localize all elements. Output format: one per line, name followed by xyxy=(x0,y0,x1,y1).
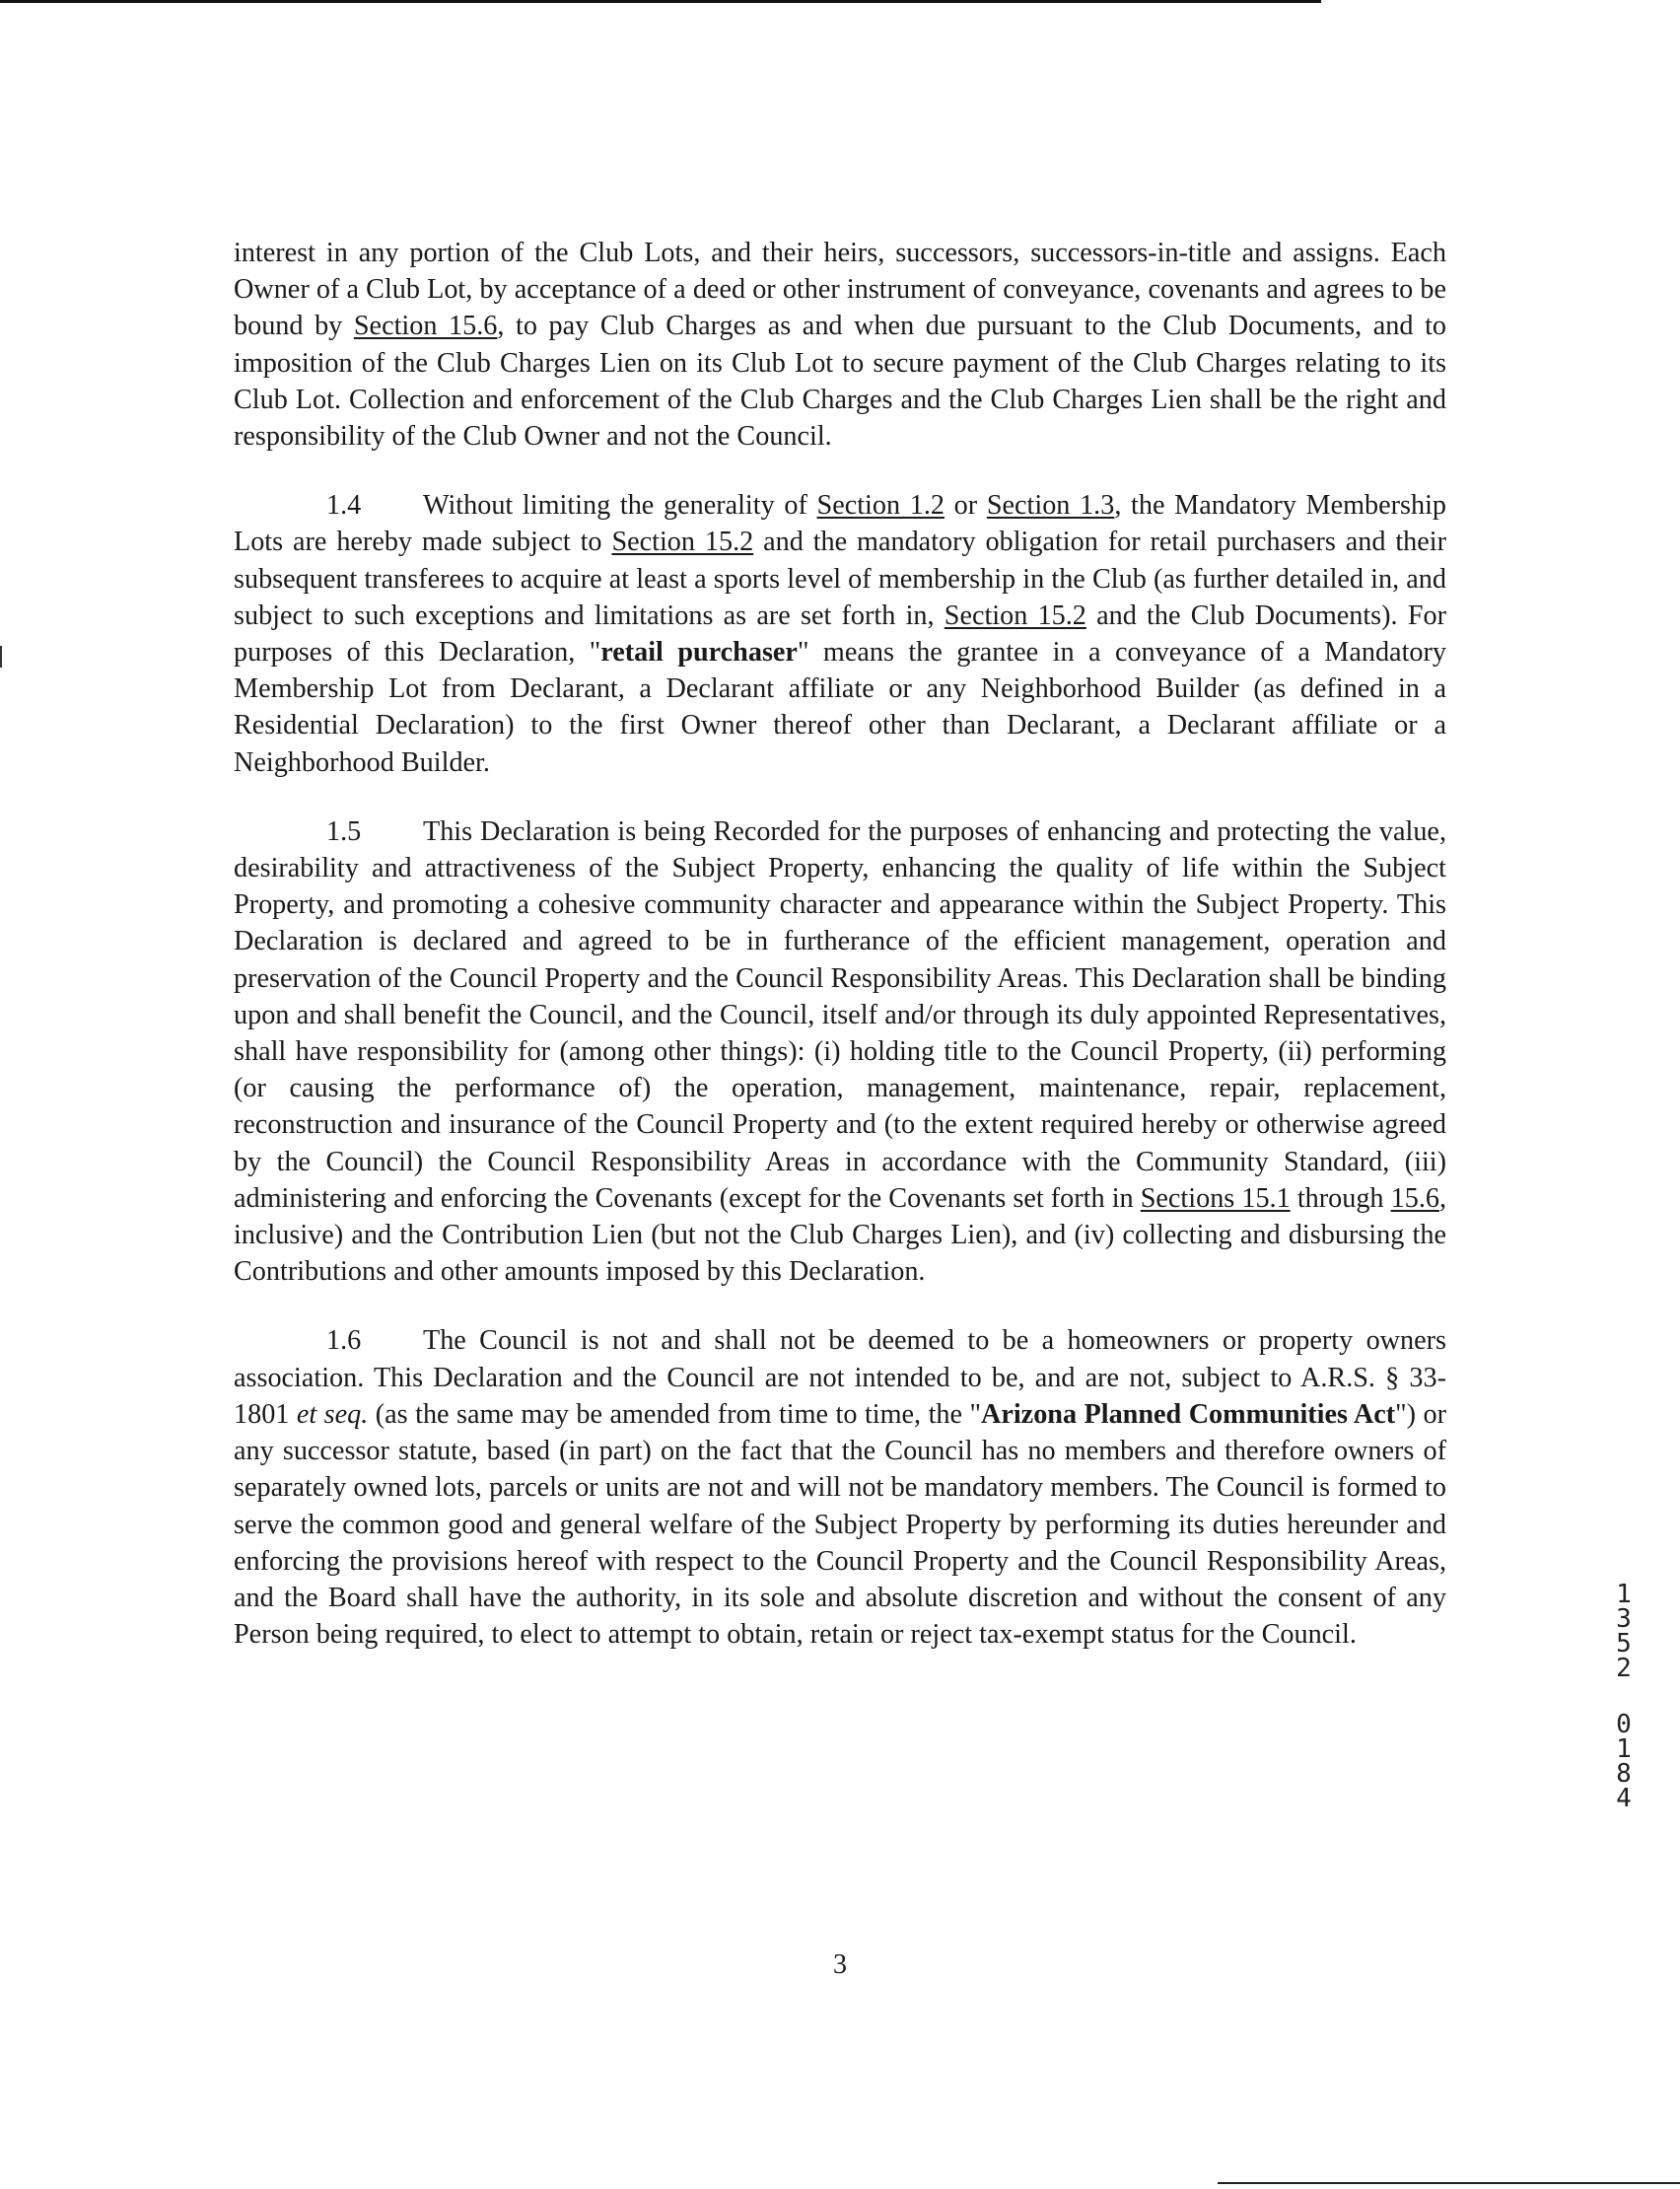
section-reference: Section 15.6 xyxy=(353,311,498,342)
text-run: and the mandatory obligation for retail purchasers and their subsequent transferees to acquire at least a sports level of membership in the Club (as further detailed in, and subject to such exceptions and limitations as are set forth in, xyxy=(234,527,1446,631)
text-run: through xyxy=(1290,1182,1391,1214)
section-reference: Section 15.2 xyxy=(611,527,754,558)
recording-number-part-1 xyxy=(1611,1580,1637,1683)
recording-number-gap xyxy=(1611,1681,1637,1713)
section-reference: 15.6 xyxy=(1390,1182,1439,1214)
recording-digit: 3 xyxy=(1616,1604,1632,1634)
recording-digit: 0 xyxy=(1616,1710,1632,1739)
latin-phrase: et seq. xyxy=(296,1398,369,1430)
defined-term: retail purchaser xyxy=(600,637,798,669)
text-run: Without limiting the generality of xyxy=(423,490,817,522)
page-number: 3 xyxy=(833,1949,847,1980)
text-run: , the Mandatory Membership Lots are hereby made subject to xyxy=(234,490,1446,558)
section-reference: Section 1.2 xyxy=(816,490,945,522)
text-run: " means the grantee in a conveyance of a Mandatory Membership Lot from Declarant, a Declarant affiliate or any Neighborhood Builder (as defined in a Residential Declaration) to the first Owner thereof other than Declarant, a Declarant affiliate or a Neighborhood Builder. xyxy=(234,637,1446,778)
section-reference: Sections 15.1 xyxy=(1140,1182,1291,1214)
paragraph-1-6 xyxy=(234,1322,1446,1653)
scan-bottom-edge-line xyxy=(1218,2182,1680,2184)
text-run: ") or any successor statute, based (in part) on the fact that the Council has no members and therefore owners of separately owned lots, parcels or units are not and will not be mandatory members. The Council is formed to serve the common good and general welfare of the Subject Property by performing its duties hereunder and enforcing the provisions hereof with respect to the Council Property and the Council Responsibility Areas, and the Board shall have the authority, in its sole and absolute discretion and without the consent of any Person being required, to elect to attempt to obtain, retain or reject tax-exempt status for the Council. xyxy=(234,1398,1447,1651)
paragraph-1-4 xyxy=(234,487,1446,781)
section-number: 1.4 xyxy=(326,490,362,522)
paragraph-continuation xyxy=(234,235,1446,455)
scan-top-edge-line xyxy=(0,0,1321,3)
recording-number-part-2 xyxy=(1611,1710,1637,1813)
recording-digit: 1 xyxy=(1616,1734,1632,1764)
text-run: , to pay Club Charges as and when due pursuant to the Club Documents, and to imposition of the Club Charges Lien on its Club Lot to secure payment of the Club Charges relating to its Club Lot. Collection and enforcement of the Club Charges and the Club Charges Lien shall be the right and responsibility of the Club Owner and not the Council. xyxy=(234,311,1446,453)
text-run: , inclusive) and the Contribution Lien (but not the Club Charges Lien), and (iv) collecting and disbursing the Contributions and other amounts imposed by this Declaration. xyxy=(234,1182,1446,1288)
section-number: 1.6 xyxy=(326,1325,362,1357)
recording-digit: 4 xyxy=(1616,1784,1632,1813)
text-run: The Council is not and shall not be deemed to be a homeowners or property owners association. This Declaration and the Council are not intended to be, and are not, subject to A.R.S. § 33-1801 xyxy=(234,1325,1446,1430)
recording-digit: 2 xyxy=(1616,1654,1632,1683)
text-run: (as the same may be amended from time to time, the " xyxy=(368,1398,981,1430)
text-run: or xyxy=(945,490,987,522)
text-run: and the Club Documents). For purposes of this Declaration, " xyxy=(234,600,1446,669)
scan-left-edge-mark xyxy=(0,646,2,668)
text-run: This Declaration is being Recorded for the purposes of enhancing and protecting the value, desirability and attractiveness of the Subject Property, enhancing the quality of life within the Subject Property, and promoting a cohesive community character and appearance within the Subject Property. This Declaration is declared and agreed to be in furtherance of the efficient management, operation and preservation of the Council Property and the Council Responsibility Areas. This Declaration shall be binding upon and shall benefit the Council, and the Council, itself and/or through its duly appointed Representatives, shall have responsibility for (among other things): (i) holding title to the Council Property, (ii) performing (or causing the performance of) the operation, management, maintenance, repair, replacement, reconstruction and insurance of the Council Property and (to the extent required hereby or otherwise agreed by the Council) the Council Responsibility Areas in accordance with the Community Standard, (iii) administering and enforcing the Covenants (except for the Covenants set forth in xyxy=(234,815,1446,1214)
document-body xyxy=(234,235,1446,1685)
section-reference: Section 15.2 xyxy=(944,600,1086,631)
recording-digit: 8 xyxy=(1616,1759,1632,1789)
recording-number-stamp xyxy=(1611,1580,1637,1813)
recording-digit: 1 xyxy=(1616,1580,1632,1609)
defined-term: Arizona Planned Communities Act xyxy=(980,1398,1396,1430)
section-number: 1.5 xyxy=(326,815,362,847)
text-run: interest in any portion of the Club Lots, and their heirs, successors, successors-in-title and assigns. Each Owner of a Club Lot, by acceptance of a deed or other instrument of conveyance, covenants and agrees to be bound by xyxy=(234,238,1446,342)
paragraph-1-5 xyxy=(234,813,1446,1291)
section-reference: Section 1.3 xyxy=(986,490,1115,522)
recording-digit: 5 xyxy=(1616,1629,1632,1659)
